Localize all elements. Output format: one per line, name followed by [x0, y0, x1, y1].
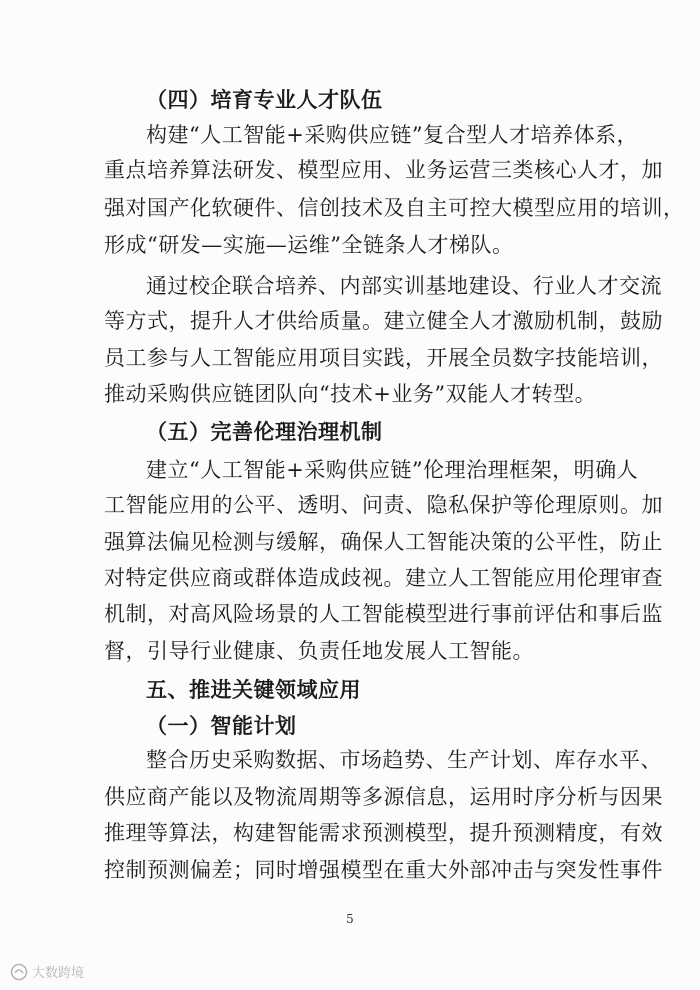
watermark-text: 大数跨境 [32, 966, 85, 981]
paragraph-line: 形成“研发—实施—运维”全链条人才梯队。 [104, 233, 514, 257]
watermark-logo-icon [10, 963, 28, 981]
subsection-title-5: （五）完善伦理治理机制 [146, 420, 383, 444]
paragraph-line: 建立“人工智能+采购供应链”伦理治理框架，明确人 [146, 458, 639, 482]
paragraph-line: 重点培养算法研发、模型应用、业务运营三类核心人才，加 [104, 158, 663, 182]
paragraph-line: 供应商产能以及物流周期等多源信息，运用时序分析与因果 [104, 785, 663, 809]
paragraph-line: 整合历史采购数据、市场趋势、生产计划、库存水平、 [146, 748, 662, 772]
paragraph-line: 构建“人工智能+采购供应链”复合型人才培养体系， [146, 123, 639, 147]
paragraph-line: 推理等算法，构建智能需求预测模型，提升预测精度，有效 [104, 821, 663, 845]
paragraph-line: 强对国产化软硬件、信创技术及自主可控大模型应用的培训， [104, 196, 685, 220]
paragraph-line: 通过校企联合培养、内部实训基地建设、行业人才交流 [146, 274, 662, 298]
paragraph-line: 员工参与人工智能应用项目实践，开展全员数字技能培训， [104, 346, 663, 370]
paragraph-line: 督，引导行业健康、负责任地发展人工智能。 [104, 639, 534, 663]
paragraph-line: 工智能应用的公平、透明、问责、隐私保护等伦理原则。加 [104, 493, 663, 517]
subsection-title-1: （一）智能计划 [146, 714, 297, 738]
paragraph-line: 强算法偏见检测与缓解，确保人工智能决策的公平性，防止 [104, 530, 663, 554]
paragraph-line: 控制预测偏差；同时增强模型在重大外部冲击与突发性事件 [104, 858, 663, 882]
subsection-title-4: （四）培育专业人才队伍 [146, 88, 383, 112]
paragraph-line: 机制，对高风险场景的人工智能模型进行事前评估和事后监 [104, 602, 663, 626]
paragraph-line: 推动采购供应链团队向“技术+业务”双能人才转型。 [104, 382, 597, 406]
page-number: 5 [346, 912, 354, 926]
paragraph-line: 对特定供应商或群体造成歧视。建立人工智能应用伦理审查 [104, 566, 663, 590]
watermark [10, 962, 84, 981]
paragraph-line: 等方式，提升人才供给质量。建立健全人才激励机制，鼓励 [104, 309, 663, 333]
section-title-5: 五、推进关键领域应用 [146, 678, 361, 702]
